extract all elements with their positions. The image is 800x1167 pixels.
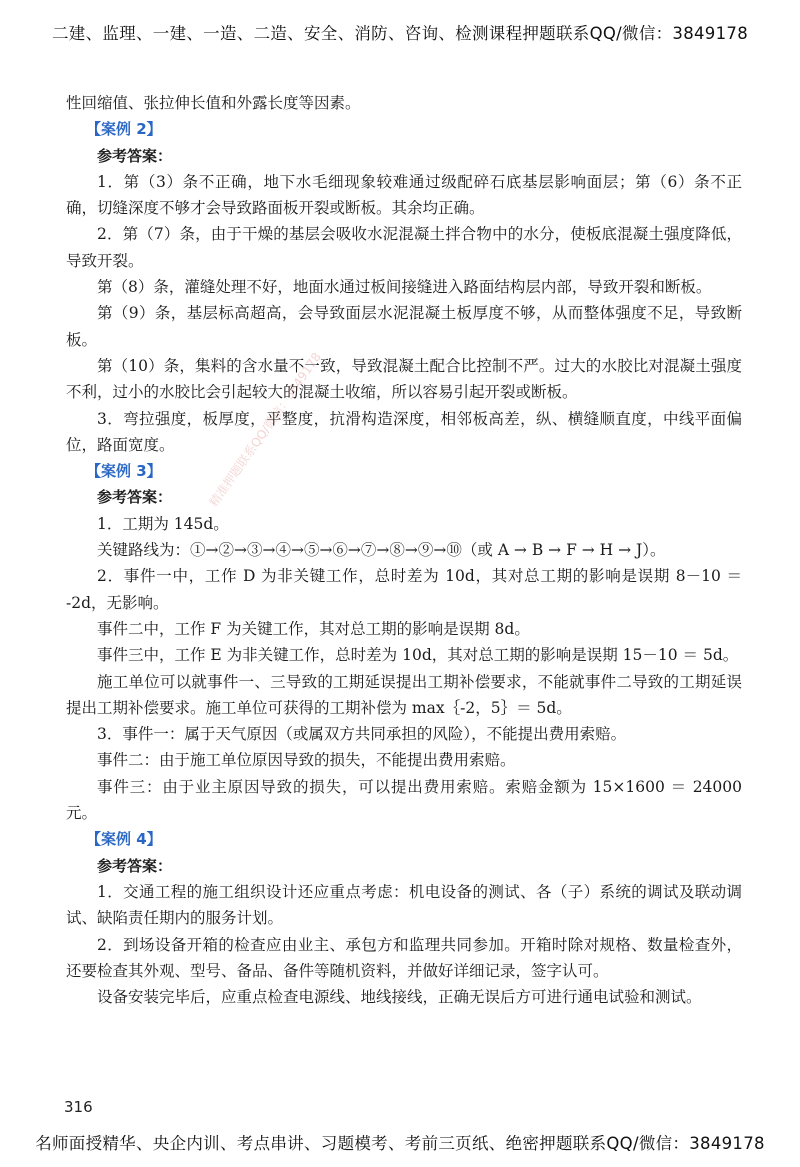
case-4-paragraph: 1．交通工程的施工组织设计还应重点考虑：机电设备的测试、各（子）系统的调试及联动调试、缺陷责任期内的服务计划。	[66, 882, 742, 928]
case-2-paragraph: 2．第（7）条，由于干燥的基层会吸收水泥混凝土拌合物中的水分，使板底混凝土强度降低，导致开裂。	[66, 225, 742, 270]
case-3-paragraph: 施工单位可以就事件一、三导致的工期延误提出工期补偿要求，不能就事件二导致的工期延误提出工期补偿要求。施工单位可获得的工期补偿为 max｛-2，5｝＝ 5d。	[66, 672, 742, 717]
case-3-answer-label: 参考答案：	[97, 488, 173, 507]
case-2-paragraph: 3．弯拉强度，板厚度，平整度，抗滑构造深度，相邻板高差，纵、横缝顺直度，中线平面偏位，路面宽度。	[66, 409, 742, 454]
answer-content	[66, 90, 742, 1010]
case-3-paragraph: 2．事件一中，工作 D 为非关键工作，总时差为 10d，其对总工期的影响是误期 8－10 ＝ -2d，无影响。	[66, 567, 742, 612]
case-3-paragraph: 关键路线为：①→②→③→④→⑤→⑥→⑦→⑧→⑨→⑩（或 A → B → F → H → J）。	[97, 541, 666, 560]
case-3-paragraph: 事件二：由于施工单位原因导致的损失，不能提出费用索赔。	[97, 751, 516, 770]
case-4-answer-label: 参考答案：	[97, 856, 173, 875]
case-4-title: 【案例 4】	[86, 830, 162, 849]
case-4-paragraph: 设备安装完毕后，应重点检查电源线、地线接线，正确无误后方可进行通电试验和测试。	[97, 988, 702, 1007]
case-2-paragraph: 第（9）条，基层标高超高，会导致面层水泥混凝土板厚度不够，从而整体强度不足，导致断板。	[66, 304, 742, 349]
case-2-paragraph: 第（8）条，灌缝处理不好，地面水通过板间接缝进入路面结构层内部，导致开裂和断板。	[97, 278, 712, 297]
page-footer: 名师面授精华、央企内训、考点串讲、习题模考、考前三页纸、绝密押题联系QQ/微信：3849178	[35, 1134, 765, 1153]
case-3-paragraph: 事件三：由于业主原因导致的损失，可以提出费用索赔。索赔金额为 15×1600 ＝ 24000 元。	[66, 777, 742, 823]
case-4-paragraph: 2．到场设备开箱的检查应由业主、承包方和监理共同参加。开箱时除对规格、数量检查外，还要检查其外观、型号、备品、备件等随机资料，并做好详细记录，签字认可。	[66, 935, 742, 980]
watermark-stamp: 精准押题联系QQ/微信：3849178	[206, 350, 324, 510]
case-2-answer-label: 参考答案：	[97, 146, 173, 165]
case-2-title: 【案例 2】	[86, 120, 162, 139]
page-number: 316	[64, 1098, 93, 1116]
case-3-paragraph: 3．事件一：属于天气原因（或属双方共同承担的风险），不能提出费用索赔。	[97, 725, 627, 744]
case-3-paragraph: 事件二中，工作 F 为关键工作，其对总工期的影响是误期 8d。	[97, 619, 530, 638]
case-3-paragraph: 事件三中，工作 E 为非关键工作，总时差为 10d，其对总工期的影响是误期 15－10 ＝ 5d。	[97, 646, 739, 665]
case-2-paragraph: 1．第（3）条不正确，地下水毛细现象较难通过级配碎石底基层影响面层；第（6）条不正确，切缝深度不够才会导致路面板开裂或断板。其余均正确。	[66, 172, 742, 218]
case-2-paragraph: 第（10）条，集料的含水量不一致，导致混凝土配合比控制不严。过大的水胶比对混凝土强度不利，过小的水胶比会引起较大的混凝土收缩，所以容易引起开裂或断板。	[66, 356, 742, 402]
intro-line: 性回缩值、张拉伸长值和外露长度等因素。	[66, 94, 361, 112]
case-3-title: 【案例 3】	[86, 462, 162, 481]
case-3-paragraph: 1．工期为 145d。	[97, 514, 229, 533]
page-header: 二建、监理、一建、一造、二造、安全、消防、咨询、检测课程押题联系QQ/微信：3849178	[51, 24, 749, 43]
